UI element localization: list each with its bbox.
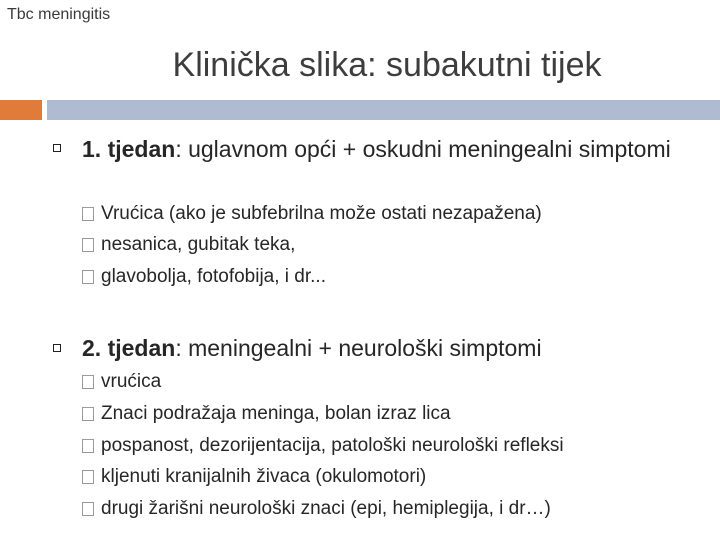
slide-title: Klinička slika: subakutni tijek — [172, 46, 602, 84]
section-1-lead: 1. tjedan — [82, 136, 176, 162]
list-item — [82, 402, 451, 426]
list-item-text: Znaci podražaja meninga, bolan izraz lica — [101, 403, 451, 424]
checkbox-icon — [82, 407, 94, 421]
section-2-bullet-icon — [53, 344, 61, 352]
section-2-heading — [82, 333, 682, 363]
list-item-text: glavobolja, fotofobija, i dr... — [101, 266, 326, 287]
list-item-text: pospanost, dezorijentacija, patološki neurološki refleksi — [101, 435, 564, 456]
list-item — [82, 465, 426, 489]
list-item — [82, 434, 564, 458]
list-item — [82, 265, 326, 289]
section-2-lead: 2. tjedan — [82, 335, 176, 361]
checkbox-icon — [82, 375, 94, 389]
list-item — [82, 233, 295, 257]
list-item-text: nesanica, gubitak teka, — [101, 234, 296, 255]
section-1-heading — [82, 134, 682, 164]
accent-bar — [0, 100, 42, 120]
checkbox-icon — [82, 207, 94, 221]
list-item-text: vrućica — [101, 371, 162, 392]
checkbox-icon — [82, 470, 94, 484]
list-item-text: drugi žarišni neurološki znaci (epi, hemiplegija, i dr…) — [101, 498, 551, 519]
list-item — [82, 497, 551, 521]
header-note: Tbc meningitis — [7, 6, 111, 23]
divider-bar — [47, 100, 720, 120]
section-2-text: : meningealni + neurološki simptomi — [175, 335, 542, 361]
list-item-text: Vrućica (ako je subfebrilna može ostati nezapažena) — [101, 203, 542, 224]
checkbox-icon — [82, 270, 94, 284]
list-item-text: kljenuti kranijalnih živaca (okulomotori) — [101, 466, 427, 487]
list-item — [82, 370, 161, 394]
list-item — [82, 202, 542, 226]
checkbox-icon — [82, 238, 94, 252]
section-1-text: : uglavnom opći + oskudni meningealni simptomi — [175, 136, 671, 162]
checkbox-icon — [82, 502, 94, 516]
checkbox-icon — [82, 439, 94, 453]
section-1-bullet-icon — [53, 144, 61, 152]
